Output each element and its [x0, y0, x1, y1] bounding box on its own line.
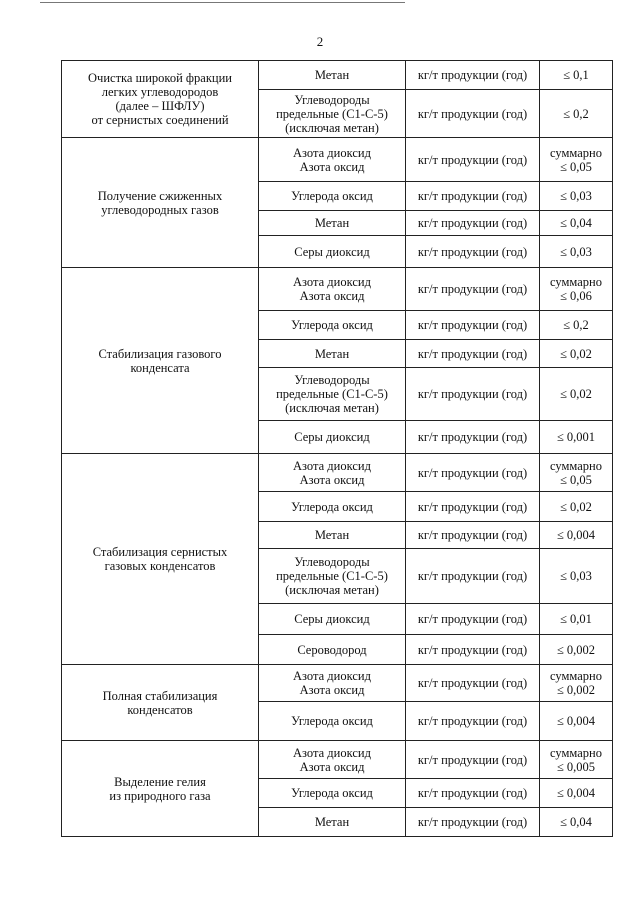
table-row: [62, 454, 613, 492]
table-body: [62, 61, 613, 837]
substance-cell: [259, 454, 406, 492]
text-line: Азота оксид: [299, 289, 365, 303]
substance-cell: [259, 492, 406, 522]
substance-cell: [259, 665, 406, 702]
norm-value-cell: [540, 635, 613, 665]
table-row: [62, 268, 613, 311]
text-line: ≤ 0,04: [560, 815, 592, 829]
unit-cell: кг/т продукции (год): [406, 236, 540, 268]
norm-value-cell: [540, 741, 613, 779]
text-line: легких углеводородов: [101, 85, 219, 99]
unit-cell: кг/т продукции (год): [406, 454, 540, 492]
norm-value-cell: [540, 549, 613, 604]
page-number: 2: [316, 34, 324, 49]
norm-value-cell: [540, 236, 613, 268]
text-line: ≤ 0,002: [556, 683, 596, 697]
text-line: ≤ 0,005: [556, 759, 596, 774]
norm-value-cell: [540, 61, 613, 90]
text-line: ≤ 0,2: [563, 318, 589, 332]
table-row: [62, 665, 613, 702]
process-name-cell: [62, 268, 259, 454]
text-line: ≤ 0,03: [560, 244, 592, 259]
process-name-cell: [62, 138, 259, 268]
text-line: Метан: [314, 216, 350, 230]
process-name-cell: [62, 665, 259, 741]
unit-cell: кг/т продукции (год): [406, 549, 540, 604]
text-line: Стабилизация газового: [98, 346, 222, 361]
norm-value-cell: [540, 211, 613, 236]
unit-cell: кг/т продукции (год): [406, 211, 540, 236]
emission-norms-table: [61, 60, 613, 837]
text-line: Азота оксид: [299, 472, 365, 487]
text-line: конденсатов: [127, 702, 193, 717]
process-name-cell: [62, 61, 259, 138]
text-line: Метан: [314, 528, 350, 542]
substance-cell: [259, 268, 406, 311]
text-line: Получение сжиженных: [97, 188, 223, 203]
norm-value-cell: [540, 311, 613, 340]
text-line: газовых конденсатов: [104, 559, 216, 573]
text-line: Азота диоксид: [293, 745, 371, 760]
text-line: суммарно: [550, 669, 602, 683]
unit-cell: кг/т продукции (год): [406, 182, 540, 211]
text-line: Серы диоксид: [294, 430, 370, 444]
scan-top-line: [40, 2, 405, 3]
text-line: Углеводороды: [294, 555, 370, 569]
substance-cell: [259, 522, 406, 549]
text-line: предельные (C1-C-5): [276, 569, 388, 583]
unit-cell: кг/т продукции (год): [406, 61, 540, 90]
substance-cell: [259, 311, 406, 340]
norm-value-cell: [540, 421, 613, 454]
unit-cell: кг/т продукции (год): [406, 492, 540, 522]
substance-cell: [259, 702, 406, 741]
text-line: Метан: [314, 815, 350, 829]
norm-value-cell: [540, 182, 613, 211]
substance-cell: [259, 211, 406, 236]
text-line: (исключая метан): [285, 401, 379, 415]
text-line: от сернистых соединений: [91, 113, 229, 127]
norm-value-cell: [540, 522, 613, 549]
text-line: предельные (C1-C-5): [276, 387, 388, 401]
text-line: Полная стабилизация: [102, 688, 218, 703]
text-line: ≤ 0,04: [560, 216, 592, 230]
norm-value-cell: [540, 454, 613, 492]
unit-cell: кг/т продукции (год): [406, 311, 540, 340]
unit-cell: кг/т продукции (год): [406, 90, 540, 138]
unit-cell: кг/т продукции (год): [406, 138, 540, 182]
unit-cell: кг/т продукции (год): [406, 808, 540, 837]
text-line: ≤ 0,02: [560, 387, 592, 401]
text-line: предельные (C1-C-5): [276, 106, 388, 121]
table-row: [62, 138, 613, 182]
text-line: ≤ 0,05: [560, 159, 592, 174]
table-row: [62, 741, 613, 779]
norm-value-cell: [540, 779, 613, 808]
substance-cell: [259, 61, 406, 90]
text-line: суммарно: [550, 458, 602, 473]
unit-cell: кг/т продукции (год): [406, 268, 540, 311]
text-line: (исключая метан): [285, 583, 379, 597]
text-line: Азота диоксид: [293, 458, 371, 473]
text-line: Азота оксид: [299, 683, 365, 697]
substance-cell: [259, 340, 406, 368]
text-line: ≤ 0,01: [560, 612, 592, 626]
text-line: Азота диоксид: [293, 669, 371, 683]
unit-cell: кг/т продукции (год): [406, 741, 540, 779]
text-line: ≤ 0,004: [556, 786, 596, 800]
substance-cell: [259, 421, 406, 454]
text-line: Очистка широкой фракции: [88, 71, 232, 85]
norm-value-cell: [540, 702, 613, 741]
substance-cell: [259, 604, 406, 635]
substance-cell: [259, 635, 406, 665]
text-line: ≤ 0,03: [560, 189, 592, 203]
text-line: из природного газа: [109, 788, 211, 803]
text-line: Азота диоксид: [293, 145, 371, 160]
substance-cell: [259, 808, 406, 837]
text-line: ≤ 0,2: [563, 106, 589, 121]
substance-cell: [259, 90, 406, 138]
unit-cell: кг/т продукции (год): [406, 522, 540, 549]
text-line: ≤ 0,004: [556, 528, 596, 542]
norm-value-cell: [540, 368, 613, 421]
text-line: Выделение гелия: [114, 774, 206, 789]
text-line: ≤ 0,004: [556, 714, 596, 728]
text-line: Сероводород: [297, 642, 367, 657]
text-line: Метан: [314, 346, 350, 361]
text-line: углеводородных газов: [101, 202, 219, 217]
text-line: Углеводороды: [294, 92, 370, 107]
text-line: суммарно: [550, 145, 602, 160]
norm-value-cell: [540, 90, 613, 138]
norm-value-cell: [540, 492, 613, 522]
text-line: ≤ 0,02: [560, 499, 592, 514]
text-line: Углерода оксид: [291, 318, 373, 332]
unit-cell: кг/т продукции (год): [406, 665, 540, 702]
substance-cell: [259, 779, 406, 808]
substance-cell: [259, 236, 406, 268]
text-line: ≤ 0,002: [556, 642, 596, 657]
norm-value-cell: [540, 665, 613, 702]
text-line: Метан: [314, 68, 350, 82]
norm-value-cell: [540, 268, 613, 311]
text-line: ≤ 0,05: [560, 472, 592, 487]
text-line: ≤ 0,06: [560, 289, 592, 303]
substance-cell: [259, 368, 406, 421]
text-line: Углерода оксид: [291, 714, 373, 728]
substance-cell: [259, 549, 406, 604]
text-line: Серы диоксид: [294, 612, 370, 626]
substance-cell: [259, 138, 406, 182]
norm-value-cell: [540, 604, 613, 635]
norm-value-cell: [540, 340, 613, 368]
text-line: Стабилизация сернистых: [92, 545, 228, 559]
text-line: ≤ 0,001: [556, 430, 596, 444]
text-line: ≤ 0,1: [563, 68, 589, 82]
text-line: Серы диоксид: [294, 244, 370, 259]
unit-cell: кг/т продукции (год): [406, 779, 540, 808]
process-name-cell: [62, 454, 259, 665]
unit-cell: кг/т продукции (год): [406, 340, 540, 368]
unit-cell: кг/т продукции (год): [406, 421, 540, 454]
text-line: Углерода оксид: [291, 786, 373, 800]
text-line: конденсата: [130, 360, 190, 375]
text-line: Углеводороды: [294, 373, 370, 387]
text-line: Азота оксид: [299, 759, 365, 774]
norm-value-cell: [540, 808, 613, 837]
table-row: [62, 61, 613, 90]
text-line: Азота оксид: [299, 159, 365, 174]
unit-cell: кг/т продукции (год): [406, 604, 540, 635]
text-line: суммарно: [550, 275, 602, 289]
unit-cell: кг/т продукции (год): [406, 368, 540, 421]
text-line: ≤ 0,02: [560, 346, 592, 361]
unit-cell: кг/т продукции (год): [406, 702, 540, 741]
text-line: Углерода оксид: [291, 189, 373, 203]
text-line: Углерода оксид: [291, 499, 373, 514]
substance-cell: [259, 741, 406, 779]
process-name-cell: [62, 741, 259, 837]
text-line: (исключая метан): [285, 120, 379, 135]
norm-value-cell: [540, 138, 613, 182]
text-line: (далее – ШФЛУ): [115, 99, 205, 113]
substance-cell: [259, 182, 406, 211]
text-line: ≤ 0,03: [560, 569, 592, 583]
unit-cell: кг/т продукции (год): [406, 635, 540, 665]
text-line: Азота диоксид: [293, 275, 371, 289]
text-line: суммарно: [550, 745, 602, 760]
